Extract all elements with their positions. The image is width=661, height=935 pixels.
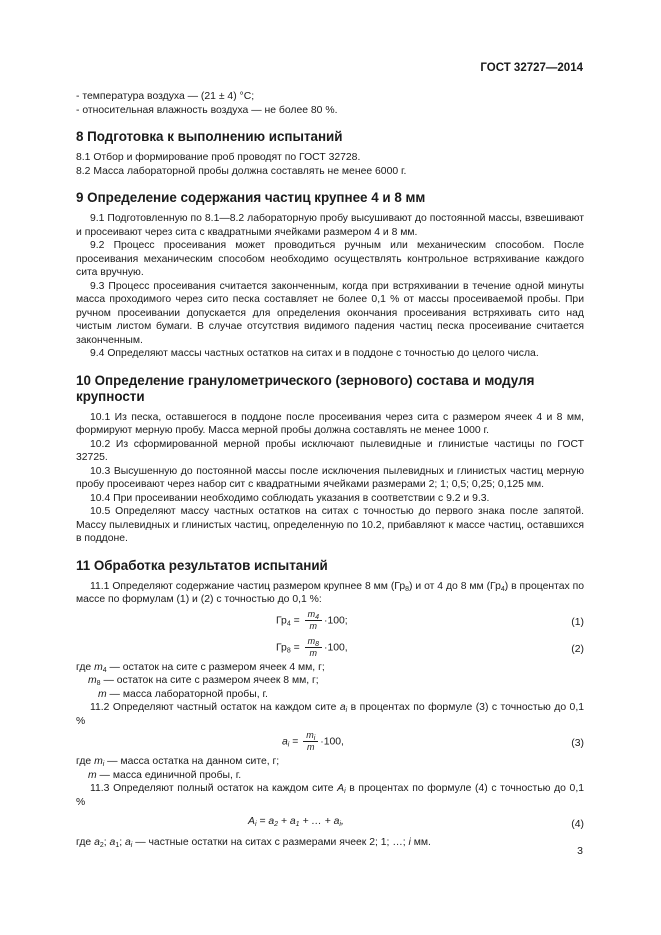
- clause-10-1: 10.1 Из песка, оставшегося в поддоне после просеивания через сита с размером ячеек 4 и 8 мм, формируют мерную пробу. Масса мерной пробы должна составлять не менее 1000 г.: [76, 411, 584, 436]
- clause-10-3: 10.3 Высушенную до постоянной массы после исключения пылевидных и глинистых частиц мерную пробу просеивают через набор сит с квадратными ячейками размерами 2; 1; 0,5; 0,25; 0,125 мм.: [76, 465, 584, 490]
- formula-3: $a_i$ = $\frac{m_i}{m}$ ·100, (3): [282, 730, 584, 752]
- page-number: 3: [577, 845, 583, 857]
- clause-10-4: 10.4 При просеивании необходимо соблюдать указания в соответствии с 9.2 и 9.3.: [90, 492, 490, 504]
- section-8-title: 8 Подготовка к выполнению испытаний: [76, 129, 343, 144]
- intro-line-2: - относительная влажность воздуха — не более 80 %.: [76, 104, 338, 116]
- clause-11-1: 11.1 Определяют содержание частиц размером крупнее 8 мм $(Гр_8)$ и от 4 до 8 мм $(Гр_4)$ в процентах по массе по формулам (1) и (2) с точностью до 0,1 %:: [76, 580, 585, 605]
- formula-3-legend: где $m_i$ — масса остатка на данном сите, г; m — масса единичной пробы, г.: [76, 756, 280, 781]
- clause-9-4: 9.4 Определяют массы частных остатков на ситах и в поддоне с точностью до целого числа.: [90, 348, 539, 359]
- clause-8-2: 8.2 Масса лабораторной пробы должна составлять не менее 6000 г.: [76, 165, 407, 177]
- document-code: ГОСТ 32727—2014: [480, 62, 583, 74]
- clause-11-3: 11.3 Определяют полный остаток на каждом сите $A_i$ в процентах по формуле (4) с точностью до 0,1 %: [76, 783, 584, 808]
- formula-2: $Гр_8$ = $\frac{m_8}{m}$ ·100, (2): [276, 635, 584, 658]
- intro-line-1: - температура воздуха — (21 ± 4) °С;: [76, 91, 255, 102]
- section-10-title: 10 Определение гранулометрического (зернового) состава и модуля крупности: [76, 372, 535, 404]
- clause-9-3: 9.3 Процесс просеивания считается законченным, когда при встряхивании в течение одной минуты масса проходимого через сито песка составляет не более 0,1 % от массы просеиваемой пробы. При ручном просеивании допускается для определения окончания просеивания встряхивать сито над чистым листом бумаги. В случае отсутствия видимого падения частиц песка просеивание считается законченным.: [76, 280, 584, 346]
- formula-4: $A_i = a_2 + a_1$ + … + $a_i$, (4): [248, 816, 584, 830]
- formula-4-legend: где $a_2$; $a_1$; $a_i$ — частные остатки на ситах с размерами ячеек 2; 1; …; i мм.: [76, 837, 431, 849]
- formula-1: $Гр_4$ = $\frac{m_4}{m}$ ·100; (1): [276, 608, 584, 631]
- formula-number: (3): [571, 738, 584, 749]
- formula-number: (2): [571, 643, 584, 655]
- clause-9-1: 9.1 Подготовленную по 8.1—8.2 лабораторную пробу высушивают до постоянной массы, взвешивают и просеивают через сита с квадратными ячейками размером 4 и 8 мм.: [76, 213, 584, 238]
- section-9-title: 9 Определение содержания частиц крупнее 4 и 8 мм: [76, 190, 426, 205]
- clause-10-5: 10.5 Определяют массу частных остатков на ситах с точностью до первого знака после запятой. Массу пылевидных и глинистых частиц, определенную по 10.2, прибавляют к массе частиц, оставшихся в поддоне.: [76, 506, 584, 544]
- section-11-title: 11 Обработка результатов испытаний: [76, 557, 328, 573]
- clause-9-2: 9.2 Процесс просеивания может проводиться ручным или механическим способом. После просеивания механическим способом необходимо осуществлять контрольное встряхивание каждого сита вручную.: [76, 240, 584, 278]
- formula-1-2-legend: где $m_4$ — остаток на сите с размером ячеек 4 мм, г; $m_8$ — остаток на сите с размером ячеек 8 мм, г; m — масса лабораторной пробы, г.: [76, 661, 325, 700]
- clause-8-1: 8.1 Отбор и формирование проб проводят по ГОСТ 32728.: [76, 152, 361, 163]
- formula-number: (4): [571, 819, 584, 830]
- clause-11-2: 11.2 Определяют частный остаток на каждом сите $a_i$ в процентах по формуле (3) с точностью до 0,1 %: [76, 702, 584, 727]
- page-content: [76, 90, 584, 850]
- clause-10-2: 10.2 Из сформированной мерной пробы исключают пылевидные и глинистые частицы по ГОСТ 32725.: [76, 438, 584, 463]
- formula-number: (1): [571, 616, 584, 628]
